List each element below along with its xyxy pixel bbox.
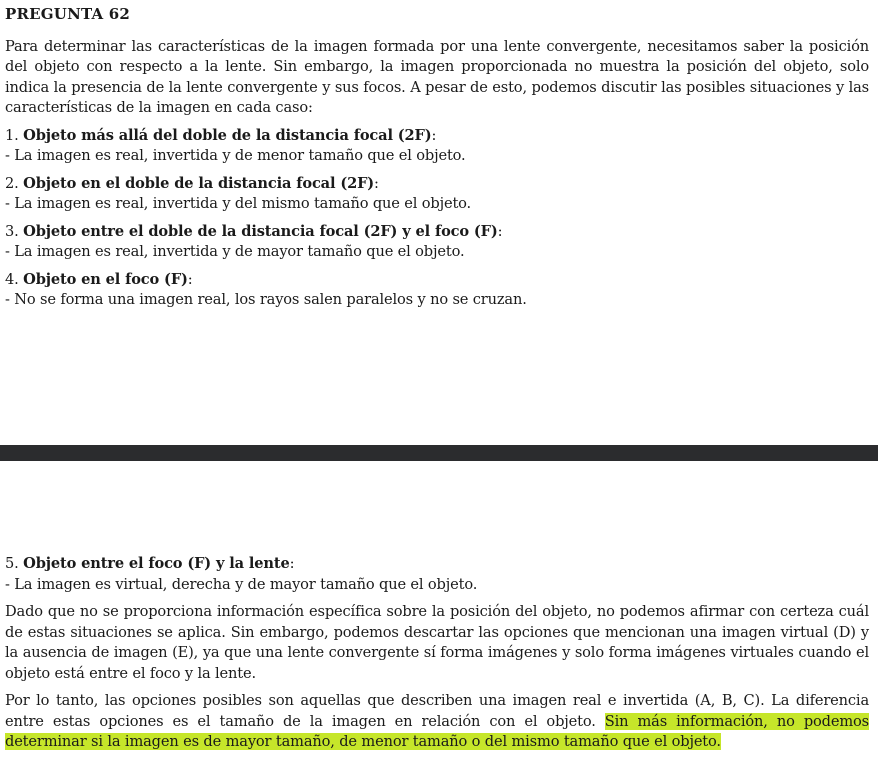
case-title: Objeto más allá del doble de la distancia focal (2F) (23, 126, 432, 144)
case-2-description: - La imagen es real, invertida y del mismo tamaño que el objeto. (5, 195, 472, 212)
case-number: 5. (5, 555, 19, 572)
case-number: 1. (5, 126, 19, 144)
case-title: Objeto entre el foco (F) y la lente (23, 555, 290, 572)
case-colon: : (431, 126, 437, 144)
case-title: Objeto entre el doble de la distancia focal (2F) y el foco (F) (23, 222, 498, 240)
case-3-description: - La imagen es real, invertida y de mayor tamaño que el objeto. (5, 243, 465, 260)
case-colon: : (187, 270, 193, 288)
case-1-description: - La imagen es real, invertida y de menor tamaño que el objeto. (5, 147, 466, 164)
page-bottom-content (5, 554, 869, 760)
conclusion-text: Por lo tanto, las opciones posibles son aquellas que describen una imagen real e invertida (A, B, C). La diferencia entre estas opciones es el tamaño de la imagen en relación con el objeto. (5, 692, 869, 730)
page-top-content (5, 4, 869, 318)
intro-paragraph: Para determinar las características de la imagen formada por una lente convergente, necesitamos saber la posición del objeto con respecto a la lente. Sin embargo, la imagen proporcionada no muestra la posición del objeto, solo indica la presencia de la lente convergente y sus focos. A pesar de esto, podemos discutir las posibles situaciones y las características de la imagen en cada caso: (5, 37, 869, 116)
case-4-description: - No se forma una imagen real, los rayos salen paralelos y no se cruzan. (5, 291, 527, 308)
case-colon: : (497, 222, 503, 240)
case-colon: : (374, 174, 379, 192)
case-number: 3. (5, 222, 19, 240)
case-2-heading (5, 174, 869, 195)
discussion-paragraph: Dado que no se proporciona información específica sobre la posición del objeto, no podemos afirmar con certeza cuál de estas situaciones se aplica. Sin embargo, podemos descartar las opciones que mencionan una imagen virtual (D) y la ausencia de imagen (E), ya que una lente convergente sí forma imágenes y solo forma imágenes virtuales cuando el objeto está entre el foco y la lente. (5, 603, 869, 682)
case-1-heading (5, 126, 869, 147)
case-5-heading (5, 554, 869, 575)
case-colon: : (289, 555, 295, 572)
case-4-heading (5, 270, 869, 291)
case-number: 4. (5, 270, 19, 288)
case-5-description: - La imagen es virtual, derecha y de mayor tamaño que el objeto. (5, 575, 478, 593)
case-title: Objeto en el foco (F) (23, 270, 188, 288)
case-3-heading (5, 222, 869, 243)
case-title: Objeto en el doble de la distancia focal (2F) (23, 174, 375, 192)
highlighted-conclusion: Sin más información, no podemos determinar si la imagen es de mayor tamaño, de menor tamaño o del mismo tamaño que el objeto. (5, 712, 870, 750)
case-number: 2. (5, 174, 19, 192)
conclusion-paragraph (5, 691, 869, 753)
page-divider (0, 445, 878, 461)
document-page-bottom (0, 461, 878, 770)
question-title: PREGUNTA 62 (5, 5, 131, 23)
